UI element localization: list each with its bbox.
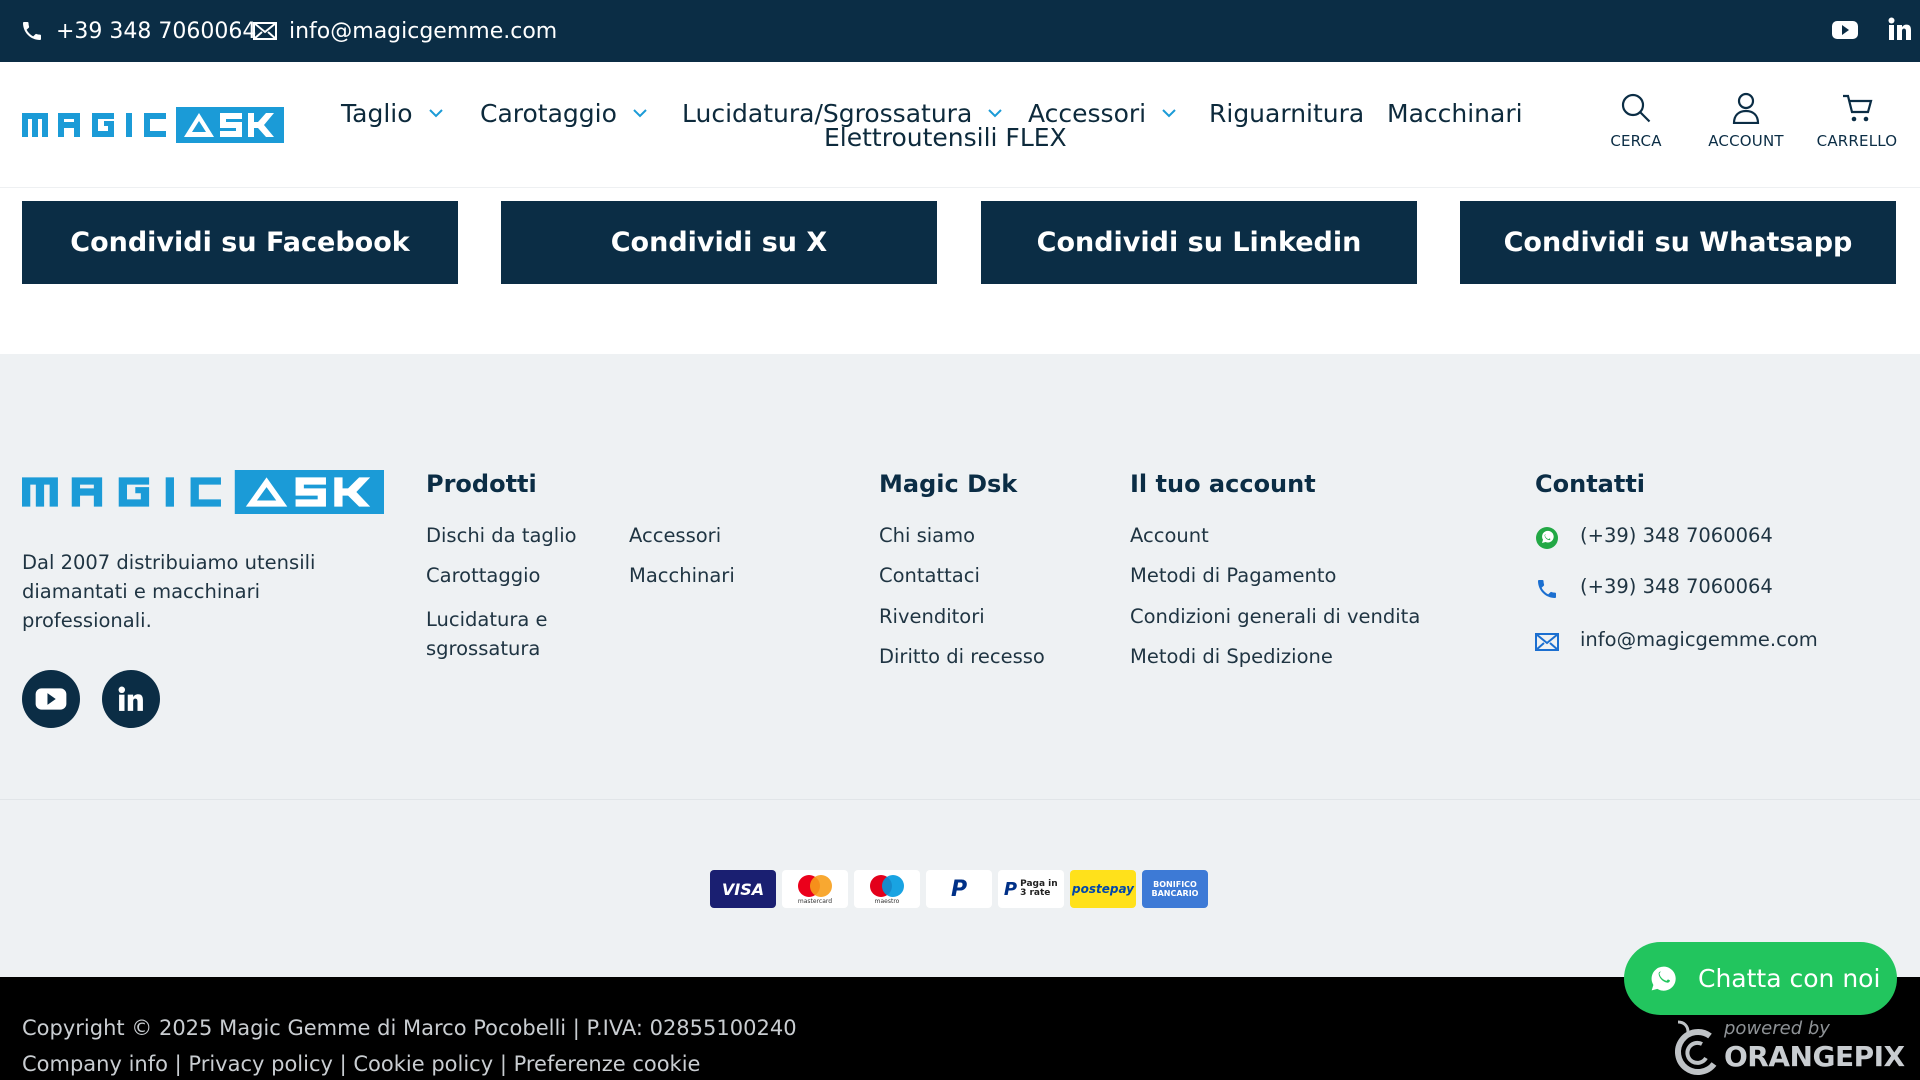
site-logo[interactable]: [22, 107, 284, 147]
share-facebook-button[interactable]: Condividi su Facebook: [22, 201, 458, 284]
mastercard-label: mastercard: [797, 897, 833, 905]
search-button[interactable]: [1586, 92, 1686, 150]
postepay-badge: [1070, 870, 1136, 908]
footer-link-macchinari[interactable]: Macchinari: [629, 564, 735, 587]
nav-taglio[interactable]: [341, 99, 443, 128]
footer-contatti-title: Contatti: [1535, 470, 1646, 498]
topbar-phone-text: +39 348 7060064: [56, 18, 257, 44]
paypal-rate-badge: [998, 870, 1064, 908]
footer-magicdsk-title: Magic Dsk: [879, 470, 1018, 498]
company-info-link[interactable]: Company info: [22, 1052, 168, 1076]
cookie-preferences-link[interactable]: Preferenze cookie: [513, 1052, 701, 1076]
privacy-policy-link[interactable]: Privacy policy: [188, 1052, 333, 1076]
copyright-text: Copyright © 2025 Magic Gemme di Marco Pocobelli | P.IVA: 02855100240: [22, 1016, 797, 1040]
legal-links: [22, 1052, 700, 1076]
nav-riguarnitura[interactable]: [1209, 99, 1364, 128]
powered-by-text: powered by: [1724, 1018, 1830, 1039]
maestro-icon: [867, 874, 907, 898]
topbar-phone-link[interactable]: [20, 0, 256, 62]
account-button[interactable]: [1696, 92, 1796, 150]
user-icon: [1731, 92, 1761, 124]
bonifico-badge: [1142, 870, 1208, 908]
nav-lucidatura-label: Lucidatura/Sgrossatura: [682, 99, 973, 128]
cart-button-label: CARRELLO: [1816, 132, 1898, 150]
visa-badge: [710, 870, 776, 908]
footer-account-title: Il tuo account: [1130, 470, 1316, 498]
whatsapp-icon: [1646, 962, 1680, 996]
footer-logo[interactable]: [22, 470, 384, 518]
footer-divider: [0, 799, 1920, 800]
bonifico-label: BONIFICO BANCARIO: [1151, 880, 1199, 898]
footer-whatsapp-link[interactable]: (+39) 348 7060064: [1580, 524, 1773, 547]
paypal-label: P: [950, 876, 968, 902]
share-linkedin-button[interactable]: Condividi su Linkedin: [981, 201, 1417, 284]
paypal-mini-icon: P: [1003, 878, 1018, 900]
phone-icon: [1535, 577, 1559, 601]
share-x-button[interactable]: Condividi su X: [501, 201, 937, 284]
search-icon: [1620, 92, 1652, 124]
chevron-down-icon: [633, 109, 647, 118]
orangepix-logo-icon: [1672, 1018, 1718, 1080]
linkedin-icon[interactable]: [1888, 17, 1912, 45]
chevron-down-icon: [429, 109, 443, 118]
mail-icon: [1535, 633, 1559, 651]
nav-accessori-label: Accessori: [1028, 99, 1147, 128]
footer-link-metodi-spedizione[interactable]: Metodi di Spedizione: [1130, 645, 1333, 668]
nav-carotaggio[interactable]: [480, 99, 647, 128]
footer-link-condizioni-vendita[interactable]: Condizioni generali di vendita: [1130, 605, 1421, 628]
footer-email-link[interactable]: info@magicgemme.com: [1580, 628, 1818, 651]
footer-linkedin-icon[interactable]: [102, 670, 160, 728]
footer-prodotti-title: Prodotti: [426, 470, 537, 498]
nav-macchinari-label: Macchinari: [1387, 99, 1523, 128]
top-bar: [0, 0, 1920, 62]
footer-link-metodi-pagamento[interactable]: Metodi di Pagamento: [1130, 564, 1337, 587]
link-separator: |: [493, 1052, 514, 1076]
paypal-badge: [926, 870, 992, 908]
topbar-email-text: info@magicgemme.com: [289, 18, 558, 44]
chat-button[interactable]: [1624, 942, 1897, 1015]
footer-link-carottaggio[interactable]: Carottaggio: [426, 564, 541, 587]
footer-link-dischi-da-taglio[interactable]: Dischi da taglio: [426, 524, 577, 547]
cart-button[interactable]: [1807, 92, 1907, 150]
cookie-policy-link[interactable]: Cookie policy: [353, 1052, 494, 1076]
mail-icon: [253, 22, 277, 40]
chevron-down-icon: [988, 109, 1002, 118]
postepay-label: postepay: [1072, 882, 1134, 896]
nav-elettroutensili-flex-label: Elettroutensili FLEX: [824, 123, 1067, 152]
topbar-email-link[interactable]: [253, 0, 557, 62]
footer-about-text: Dal 2007 distribuiamo utensili diamantati e macchinari professionali.: [22, 551, 316, 632]
nav-macchinari[interactable]: [1387, 99, 1523, 128]
footer-link-diritto-di-recesso[interactable]: Diritto di recesso: [879, 645, 1045, 668]
cart-icon: [1841, 92, 1873, 124]
footer-link-chi-siamo[interactable]: Chi siamo: [879, 524, 976, 547]
visa-label: VISA: [721, 879, 765, 899]
search-button-label: CERCA: [1610, 132, 1662, 150]
footer-link-rivenditori[interactable]: Rivenditori: [879, 605, 985, 628]
orangepix-credit[interactable]: [1672, 1018, 1905, 1080]
nav-taglio-label: Taglio: [341, 99, 413, 128]
chevron-down-icon: [1162, 109, 1176, 118]
mastercard-icon: [795, 874, 835, 898]
nav-elettroutensili-flex[interactable]: [824, 123, 1067, 152]
maestro-badge: [854, 870, 920, 908]
link-separator: |: [332, 1052, 354, 1076]
footer-link-contattaci[interactable]: Contattaci: [879, 564, 980, 587]
nav-carotaggio-label: Carotaggio: [480, 99, 617, 128]
youtube-icon[interactable]: [1832, 19, 1858, 45]
footer-link-accessori[interactable]: Accessori: [629, 524, 722, 547]
link-separator: |: [167, 1052, 189, 1076]
footer-youtube-icon[interactable]: [22, 670, 80, 728]
nav-riguarnitura-label: Riguarnitura: [1209, 99, 1365, 128]
chat-button-label: Chatta con noi: [1698, 964, 1881, 993]
footer-link-account[interactable]: Account: [1130, 524, 1209, 547]
share-whatsapp-button[interactable]: Condividi su Whatsapp: [1460, 201, 1896, 284]
whatsapp-icon: [1535, 526, 1559, 550]
mastercard-badge: [782, 870, 848, 908]
phone-icon: [20, 19, 44, 43]
account-button-label: ACCOUNT: [1708, 132, 1784, 150]
footer-phone-link[interactable]: (+39) 348 7060064: [1580, 575, 1773, 598]
orangepix-brand-text: ORANGEPIX: [1724, 1040, 1905, 1073]
paypal-rate-label: Paga in 3 rate: [1020, 879, 1058, 898]
maestro-label: maestro: [874, 897, 900, 905]
footer-link-lucidatura[interactable]: Lucidatura e sgrossatura: [426, 608, 548, 660]
